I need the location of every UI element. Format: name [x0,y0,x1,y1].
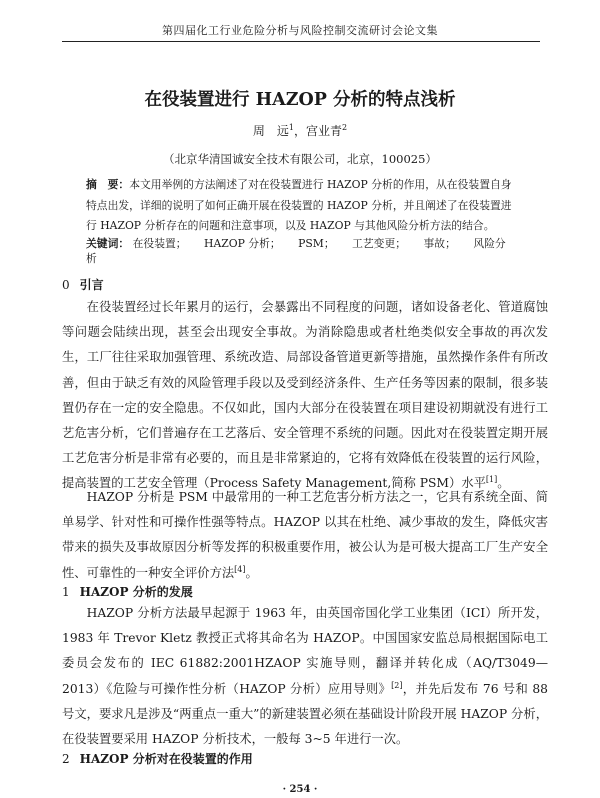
section-title: HAZOP 分析的发展 [79,585,193,599]
author-2-mark: 2 [342,123,348,132]
paragraph-text: HAZOP 分析方法最早起源于 1963 年，由英国帝国化学工业集团（ICI）所开发，1983 年 Trevor Kletz 教授正式将其命名为 HAZOP。中国国家安监总局根据国际电工委员会发布的 IEC 61882:2001HZAOP 实施导则，翻译并转化成（AQ/T3049—2013）《危险与可操作性分析（HAZOP 分析）应用导则》 [62,606,548,696]
abstract-text: 本文用举例的方法阐述了对在役装置进行 HAZOP 分析的作用，从在役装置自身特点出发，详细的说明了如何正确开展在役装置的 HAZOP 分析，并且阐述了在役装置进行 HAZOP 分析存在的问题和注意事项，以及 HAZOP 与其他风险分析方法的结合。 [86,178,512,232]
header-rule [62,41,540,42]
paragraph-end: 。 [245,565,258,580]
keyword: HAZOP 分析； [204,237,281,250]
affiliation: （北京华清国诚安全技术有限公司，北京，100025） [163,152,437,166]
citation: [4] [234,564,246,574]
keyword: 事故； [423,237,456,250]
page-number: · 254 · [282,784,318,795]
section-heading-0 [62,276,104,293]
section-number: 2 [62,752,70,766]
paper-title: 在役装置进行 HAZOP 分析的特点浅析 [144,90,456,110]
section-number: 1 [62,585,70,599]
abstract-label: 摘 要： [86,178,130,191]
section-heading-1 [62,583,193,600]
keywords [86,236,522,266]
keyword: 工艺变更； [352,237,407,250]
section-title: HAZOP 分析对在役装置的作用 [79,752,253,766]
paragraph-text: 在役装置经过长年累月的运行，会暴露出不同程度的问题，诸如设备老化、管道腐蚀等问题会陆续出现，甚至会出现安全事故。为消除隐患或者杜绝类似安全事故的再次发生，工厂往往采取加强管理、系统改造、局部设备管道更新等措施，虽然操作条件有所改善，但由于缺乏有效的风险管理手段以及受到经济条件、生产任务等因素的限制，很多装置仍存在一定的安全隐患。不仅如此，国内大部分在役装置在项目建设初期就没有进行工艺危害分析，它们普遍存在工艺落后、安全管理不系统的问题。因此对在役装置定期开展工艺危害分析是非常有必要的，而且是非常紧迫的，它将有效降低在役装置的运行风险，提高装置的工艺安全管理（Process Safety Management,简称 PSM）水平 [62,300,548,491]
author-separator: ， [293,124,306,138]
section-title: 引言 [79,278,104,292]
paragraph-end: ，并先后发布 76 号和 88 号文，要求凡是涉及“两重点一重大”的新建装置必须在基础设计阶段开展 HAZOP 分析，在役装置要采用 HAZOP 分析技术，一般每 3~5 年进行一次。 [62,681,548,747]
keyword: 风险分析 [86,237,506,265]
paragraph-hazop-history [62,601,548,752]
paragraph-end: 。 [497,476,510,491]
section-heading-2 [62,750,253,767]
citation: [1] [485,475,498,485]
paragraph-intro-1 [62,295,548,497]
authors [0,122,600,139]
keyword: PSM； [298,237,335,250]
author-2: 宫业青 [306,124,343,138]
paragraph-intro-2 [62,485,548,586]
author-1: 周 远 [252,124,289,138]
keyword: 在役装置； [132,237,187,250]
keywords-label: 关键词： [86,237,130,250]
author-1-mark: 1 [288,123,294,132]
citation: [2] [391,680,403,690]
running-header: 第四届化工行业危险分析与风险控制交流研讨会论文集 [162,24,438,37]
paragraph-text: HAZOP 分析是 PSM 中最常用的一种工艺危害分析方法之一，它具有系统全面、简单易学、针对性和可操作性强等特点。HAZOP 以其在杜绝、减少事故的发生，降低灾害带来的损失及事故原因分析等发挥的积极重要作用，被公认为是可极大提高工厂生产安全性、可靠性的一种安全评价方法 [62,490,548,580]
abstract [86,175,522,237]
section-number: 0 [62,278,70,292]
